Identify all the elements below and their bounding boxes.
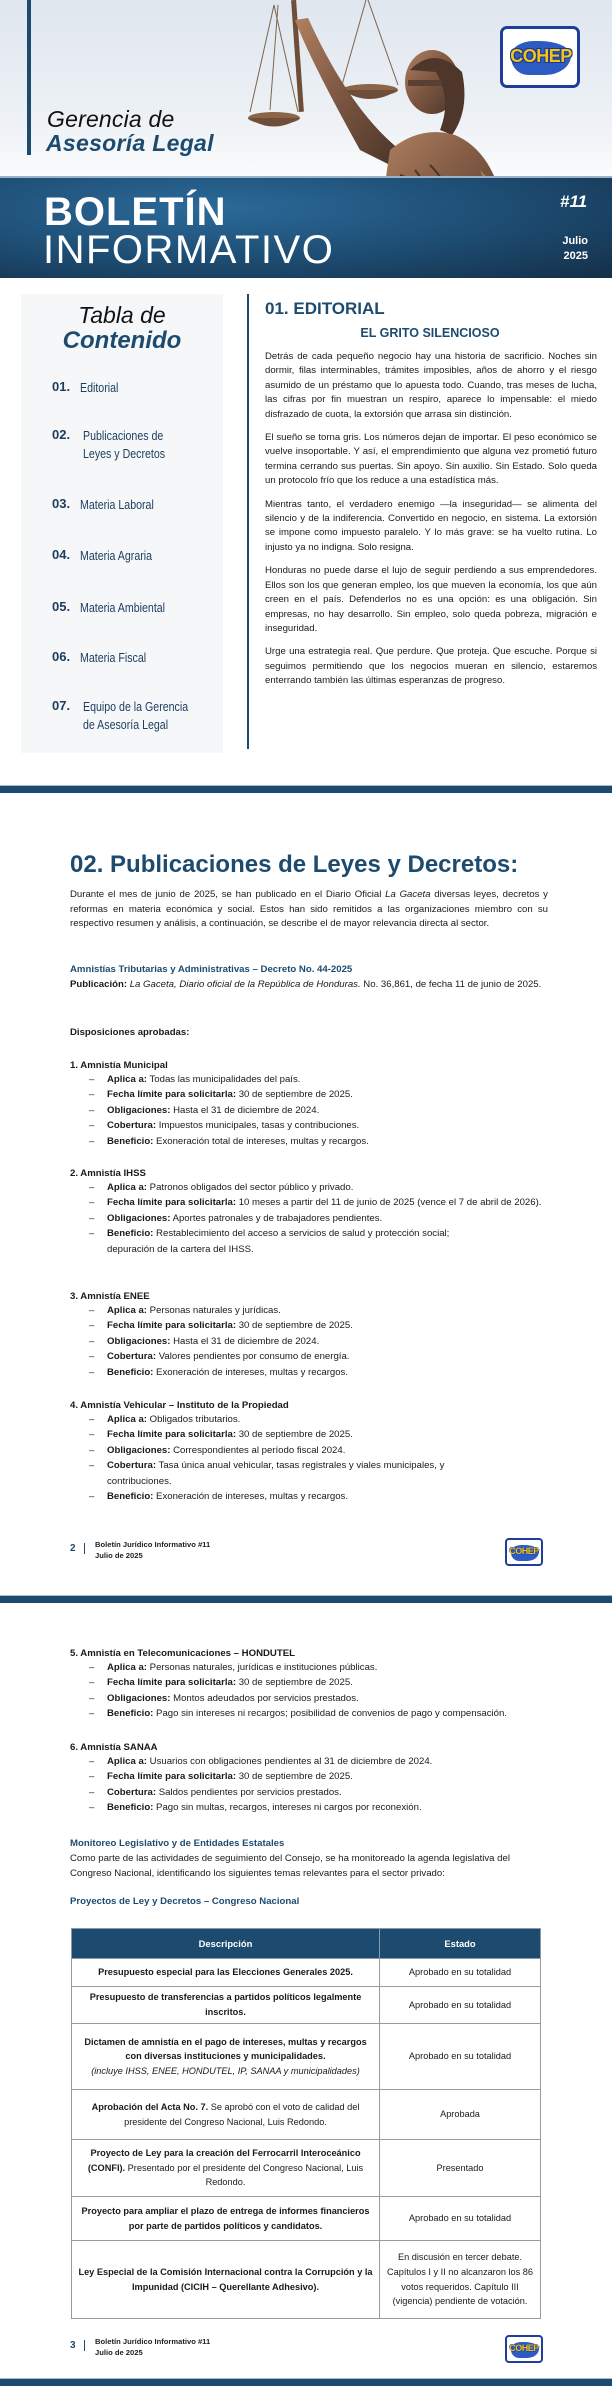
- editorial-paragraph: Urge una estrategia real. Que perdure. Que proteja. Que escuche. Porque si seguimos permitiendo que los negocios mueran en silencio, estaremos enterrando también las últimas esperanzas de progreso.: [265, 646, 597, 687]
- amnesty-block-municipal: [70, 1060, 550, 1149]
- table-of-contents: [21, 294, 223, 753]
- amnesty-title: 2. Amnistía IHSS: [70, 1168, 146, 1179]
- table-header-row: [72, 1929, 541, 1959]
- publications-section-title: 02. Publicaciones de Leyes y Decretos:: [70, 851, 519, 878]
- issue-year: 2025: [563, 250, 588, 262]
- bulletin-title-line1: BOLETÍN: [44, 190, 227, 234]
- title-banner: [0, 176, 612, 278]
- toc-label: Materia Ambiental: [79, 601, 165, 615]
- list-item: – Aplica a: Usuarios con obligaciones pendientes al 31 de diciembre de 2024.: [70, 1754, 550, 1769]
- editorial-section-title: 01. EDITORIAL: [265, 299, 385, 318]
- column-header-status: Estado: [380, 1929, 541, 1959]
- table-row: [72, 1987, 541, 2024]
- decree-heading: Amnistías Tributarias y Administrativas – Decreto No. 44-2025: [70, 964, 353, 975]
- amnesty-block-vehicular: [70, 1400, 550, 1504]
- footer-separator: [84, 2340, 85, 2351]
- list-item: – Aplica a: Personas naturales, jurídicas e instituciones públicas.: [70, 1660, 550, 1675]
- toc-number: 04.: [52, 547, 71, 562]
- list-item: – Obligaciones: Aportes patronales y de trabajadores pendientes.: [70, 1211, 550, 1226]
- toc-item-editorial[interactable]: [52, 379, 222, 397]
- list-item: – Cobertura: Tasa única anual vehicular, tasas registrales y viales municipales, y contribuciones.: [70, 1458, 490, 1489]
- table-row: [72, 2024, 541, 2090]
- toc-item-equipo[interactable]: [52, 698, 222, 734]
- bulletin-title-line2: INFORMATIVO: [43, 228, 335, 272]
- issue-month: Julio: [562, 235, 588, 247]
- list-item: – Obligaciones: Montos adeudados por servicios prestados.: [70, 1691, 550, 1706]
- editorial-paragraph: Detrás de cada pequeño negocio hay una historia de sacrificio. Noches sin dormir, filas interminables, trámites imposibles, años de ahorro y el riesgo asumido de un préstamo que lo apuesta todo. Cuando, tras meses de lucha, las cifras por fin muestran un respiro, aparece lo impensable: el miedo disfrazado de cuota, la extorsión que arrasa sin distinción.: [265, 351, 597, 420]
- cell-status: Aprobado en su totalidad: [380, 2024, 541, 2090]
- amnesty-list: [70, 1660, 550, 1722]
- intro-gazette: La Gaceta: [385, 889, 431, 900]
- amnesty-block-enee: [70, 1291, 550, 1380]
- editorial-paragraph: Honduras no puede darse el lujo de seguir perdiendo a sus emprendedores. Ellos son los que generan empleo, los que mueven la economía, los que aún creen en el país. Defenderlos no es una opción: es una obligación. Sin empresas, no hay desarrollo. Sin empleo, solo queda pobreza, migración e inseguridad.: [265, 565, 597, 634]
- amnesty-title: 1. Amnistía Municipal: [70, 1060, 168, 1071]
- publication-details: No. 36,861, de fecha 11 de junio de 2025.: [360, 979, 542, 990]
- footer-title: Boletín Jurídico Informativo #11: [95, 1540, 211, 1549]
- issue-date: [558, 234, 588, 264]
- cell-description: Aprobación del Acta No. 7. Se aprobó con el voto de calidad del presidente del Congreso Nacional, Luis Redondo.: [72, 2090, 380, 2140]
- monitoring-heading: Monitoreo Legislativo y de Entidades Estatales: [70, 1838, 285, 1849]
- cohep-logo: [505, 2335, 543, 2363]
- amnesty-block-ihss: [70, 1168, 550, 1257]
- amnesty-block-sanaa: [70, 1742, 550, 1816]
- page-divider: [0, 785, 612, 793]
- page-footer: [70, 1540, 550, 1570]
- table-heading: Proyectos de Ley y Decretos – Congreso Nacional: [70, 1896, 300, 1907]
- toc-label: Equipo de la Gerencia de Asesoría Legal: [83, 700, 189, 732]
- editorial-accent-bar: [247, 294, 249, 749]
- cohep-logo: [500, 26, 580, 88]
- table-row: [72, 2090, 541, 2140]
- page-number: 2: [70, 1543, 76, 1554]
- list-item: – Aplica a: Patronos obligados del sector público y privado.: [70, 1180, 550, 1195]
- footer-title: Boletín Jurídico Informativo #11: [95, 2337, 211, 2346]
- department-line1: Gerencia de: [47, 106, 175, 132]
- footer-date: Julio de 2025: [95, 1551, 143, 1560]
- toc-item-agraria[interactable]: [52, 547, 222, 565]
- list-item: – Beneficio: Exoneración de intereses, multas y recargos.: [70, 1365, 550, 1380]
- list-item: – Cobertura: Valores pendientes por consumo de energía.: [70, 1349, 550, 1364]
- amnesty-list: [70, 1072, 550, 1149]
- list-item: – Aplica a: Obligados tributarios.: [70, 1412, 550, 1427]
- cell-description: Ley Especial de la Comisión Internacional contra la Corrupción y la Impunidad (CICIH – Querellante Adhesivo).: [72, 2241, 380, 2319]
- accent-line: [27, 0, 31, 155]
- list-item: – Beneficio: Restablecimiento del acceso a servicios de salud y protección social; depuración de la cartera del IHSS.: [70, 1226, 490, 1257]
- amnesty-list: [70, 1412, 550, 1504]
- cohep-logo: [505, 1538, 543, 1566]
- list-item: – Obligaciones: Hasta el 31 de diciembre de 2024.: [70, 1103, 550, 1118]
- toc-heading-line2: Contenido: [62, 327, 182, 354]
- amnesty-title: 3. Amnistía ENEE: [70, 1291, 150, 1302]
- cell-status: Aprobado en su totalidad: [380, 2197, 541, 2241]
- toc-label: Materia Fiscal: [79, 651, 146, 665]
- cell-description: Presupuesto de transferencias a partidos políticos legalmente inscritos.: [72, 1987, 380, 2024]
- list-item: – Beneficio: Pago sin intereses ni recargos; posibilidad de convenios de pago y compensación.: [70, 1706, 550, 1721]
- amnesty-block-hondutel: [70, 1648, 550, 1722]
- list-item: – Obligaciones: Correspondientes al período fiscal 2024.: [70, 1443, 550, 1458]
- page-divider: [0, 1595, 612, 1603]
- page-footer: [70, 2337, 550, 2367]
- amnesty-list: [70, 1754, 550, 1816]
- toc-number: 06.: [52, 649, 71, 664]
- toc-number: 07.: [52, 698, 71, 713]
- list-item: – Obligaciones: Hasta el 31 de diciembre de 2024.: [70, 1334, 550, 1349]
- intro-text: Durante el mes de junio de 2025, se han publicado en el Diario Oficial: [70, 889, 386, 900]
- amnesty-list: [70, 1180, 550, 1257]
- editorial-body: [265, 350, 597, 698]
- footer-date: Julio de 2025: [95, 2348, 143, 2357]
- list-item: – Beneficio: Exoneración total de intereses, multas y recargos.: [70, 1134, 550, 1149]
- footer-separator: [84, 1543, 85, 1554]
- list-item: – Fecha límite para solicitarla: 10 meses a partir del 11 de junio de 2025 (vence el 7 de abril de 2026).: [70, 1195, 550, 1210]
- cell-description: Presupuesto especial para las Elecciones Generales 2025.: [72, 1959, 380, 1987]
- editorial-headline: EL GRITO SILENCIOSO: [360, 326, 500, 340]
- publication-info: [70, 978, 550, 993]
- cell-status: Aprobado en su totalidad: [380, 1959, 541, 1987]
- toc-label: Materia Laboral: [79, 498, 154, 512]
- toc-label: Editorial: [79, 381, 118, 395]
- toc-item-laboral[interactable]: [52, 496, 222, 514]
- list-item: – Fecha límite para solicitarla: 30 de septiembre de 2025.: [70, 1675, 550, 1690]
- issue-number: #11: [560, 192, 588, 211]
- list-item: – Cobertura: Impuestos municipales, tasas y contribuciones.: [70, 1118, 550, 1133]
- department-line2: Asesoría Legal: [46, 130, 214, 156]
- table-row: [72, 2241, 541, 2319]
- cell-status: Aprobado en su totalidad: [380, 1987, 541, 2024]
- cell-status: Presentado: [380, 2140, 541, 2197]
- amnesty-title: 5. Amnistía en Telecomunicaciones – HONDUTEL: [70, 1648, 295, 1659]
- cell-status: En discusión en tercer debate. Capítulos I y II no alcanzaron los 86 votos requeridos. Capítulo III (vigencia) pendiente de votación.: [380, 2241, 541, 2319]
- list-item: – Fecha límite para solicitarla: 30 de septiembre de 2025.: [70, 1769, 550, 1784]
- toc-number: 05.: [52, 599, 71, 614]
- publication-label: Publicación:: [70, 979, 128, 990]
- table-row: [72, 1959, 541, 1987]
- logo-text: COHEP: [509, 2343, 539, 2353]
- amnesty-title: 6. Amnistía SANAA: [70, 1742, 158, 1753]
- list-item: – Cobertura: Saldos pendientes por servicios prestados.: [70, 1785, 550, 1800]
- toc-item-publicaciones[interactable]: [52, 427, 222, 463]
- toc-label: Materia Agraria: [79, 549, 152, 563]
- toc-heading-line1: Tabla de: [78, 302, 166, 328]
- list-item: – Beneficio: Exoneración de intereses, multas y recargos.: [70, 1489, 550, 1504]
- page-divider: [0, 2378, 612, 2386]
- intro-text: diversas leyes, decretos y reformas en materia económica y social. Estos han sido remitidos a las organizaciones miembro con su respectivo resumen y análisis, a continuación, se describe el de mayor relevancia directa al sector.: [70, 889, 548, 930]
- publication-source: La Gaceta, Diario oficial de la República de Honduras.: [129, 979, 361, 990]
- cell-status: Aprobada: [380, 2090, 541, 2140]
- column-header-description: Descripción: [72, 1929, 380, 1959]
- dispositions-label: Disposiciones aprobadas:: [70, 1027, 190, 1038]
- logo-text: COHEP: [509, 1546, 539, 1556]
- table-row: [72, 2197, 541, 2241]
- editorial-paragraph: El sueño se torna gris. Los números dejan de importar. El peso económico se vuelve insoportable. Y así, el emprendimiento que alguna vez prometió futuro termina cerrando sus puertas. Sin apoyo. Sin auxilio. Sin Estado. Solo queda un protocolo frío que los reduce a una estadística más.: [265, 432, 597, 487]
- list-item: – Fecha límite para solicitarla: 30 de septiembre de 2025.: [70, 1087, 550, 1102]
- list-item: – Aplica a: Todas las municipalidades del país.: [70, 1072, 550, 1087]
- publications-intro: [70, 888, 548, 932]
- toc-number: 03.: [52, 496, 71, 511]
- list-item: – Fecha límite para solicitarla: 30 de septiembre de 2025.: [70, 1427, 550, 1442]
- list-item: – Beneficio: Pago sin multas, recargos, intereses ni cargos por reconexión.: [70, 1800, 550, 1815]
- list-item: – Aplica a: Personas naturales y jurídicas.: [70, 1303, 550, 1318]
- toc-number: 02.: [52, 427, 71, 442]
- list-item: – Fecha límite para solicitarla: 30 de septiembre de 2025.: [70, 1318, 550, 1333]
- amnesty-title: 4. Amnistía Vehicular – Instituto de la Propiedad: [70, 1400, 289, 1411]
- toc-label: Publicaciones de Leyes y Decretos: [83, 429, 166, 461]
- toc-item-ambiental[interactable]: [52, 599, 222, 617]
- logo-text: COHEP: [510, 46, 572, 66]
- editorial-paragraph: Mientras tanto, el verdadero enemigo —la inseguridad— se alimenta del silencio y de la indiferencia. Convertido en negocio, en sistema. La extorsión se impone como impuesto paralelo. Y lo más grave: se ha vuelto rutina. Lo injusto ya no indigna. Solo resigna.: [265, 498, 597, 553]
- toc-number: 01.: [52, 379, 71, 394]
- legislative-projects-table: [71, 1928, 541, 2319]
- page-number: 3: [70, 2340, 76, 2351]
- toc-item-fiscal[interactable]: [52, 649, 222, 667]
- cell-description: Proyecto para ampliar el plazo de entrega de informes financieros por parte de partidos políticos y candidatos.: [72, 2197, 380, 2241]
- cell-description: Dictamen de amnistía en el pago de intereses, multas y recargos con diversas instituciones y municipalidades. (incluye IHSS, ENEE, HONDUTEL, IP, SANAA y municipalidades): [72, 2024, 380, 2090]
- table-row: [72, 2140, 541, 2197]
- cell-description: Proyecto de Ley para la creación del Ferrocarril Interoceánico (CONFI). Presentado por el presidente del Congreso Nacional, Luis Redondo.: [72, 2140, 380, 2197]
- amnesty-list: [70, 1303, 550, 1380]
- monitoring-text: Como parte de las actividades de seguimiento del Consejo, se ha monitoreado la agenda legislativa del Congreso Nacional, identificando los siguientes temas relevantes para el sector privado:: [70, 1853, 510, 1879]
